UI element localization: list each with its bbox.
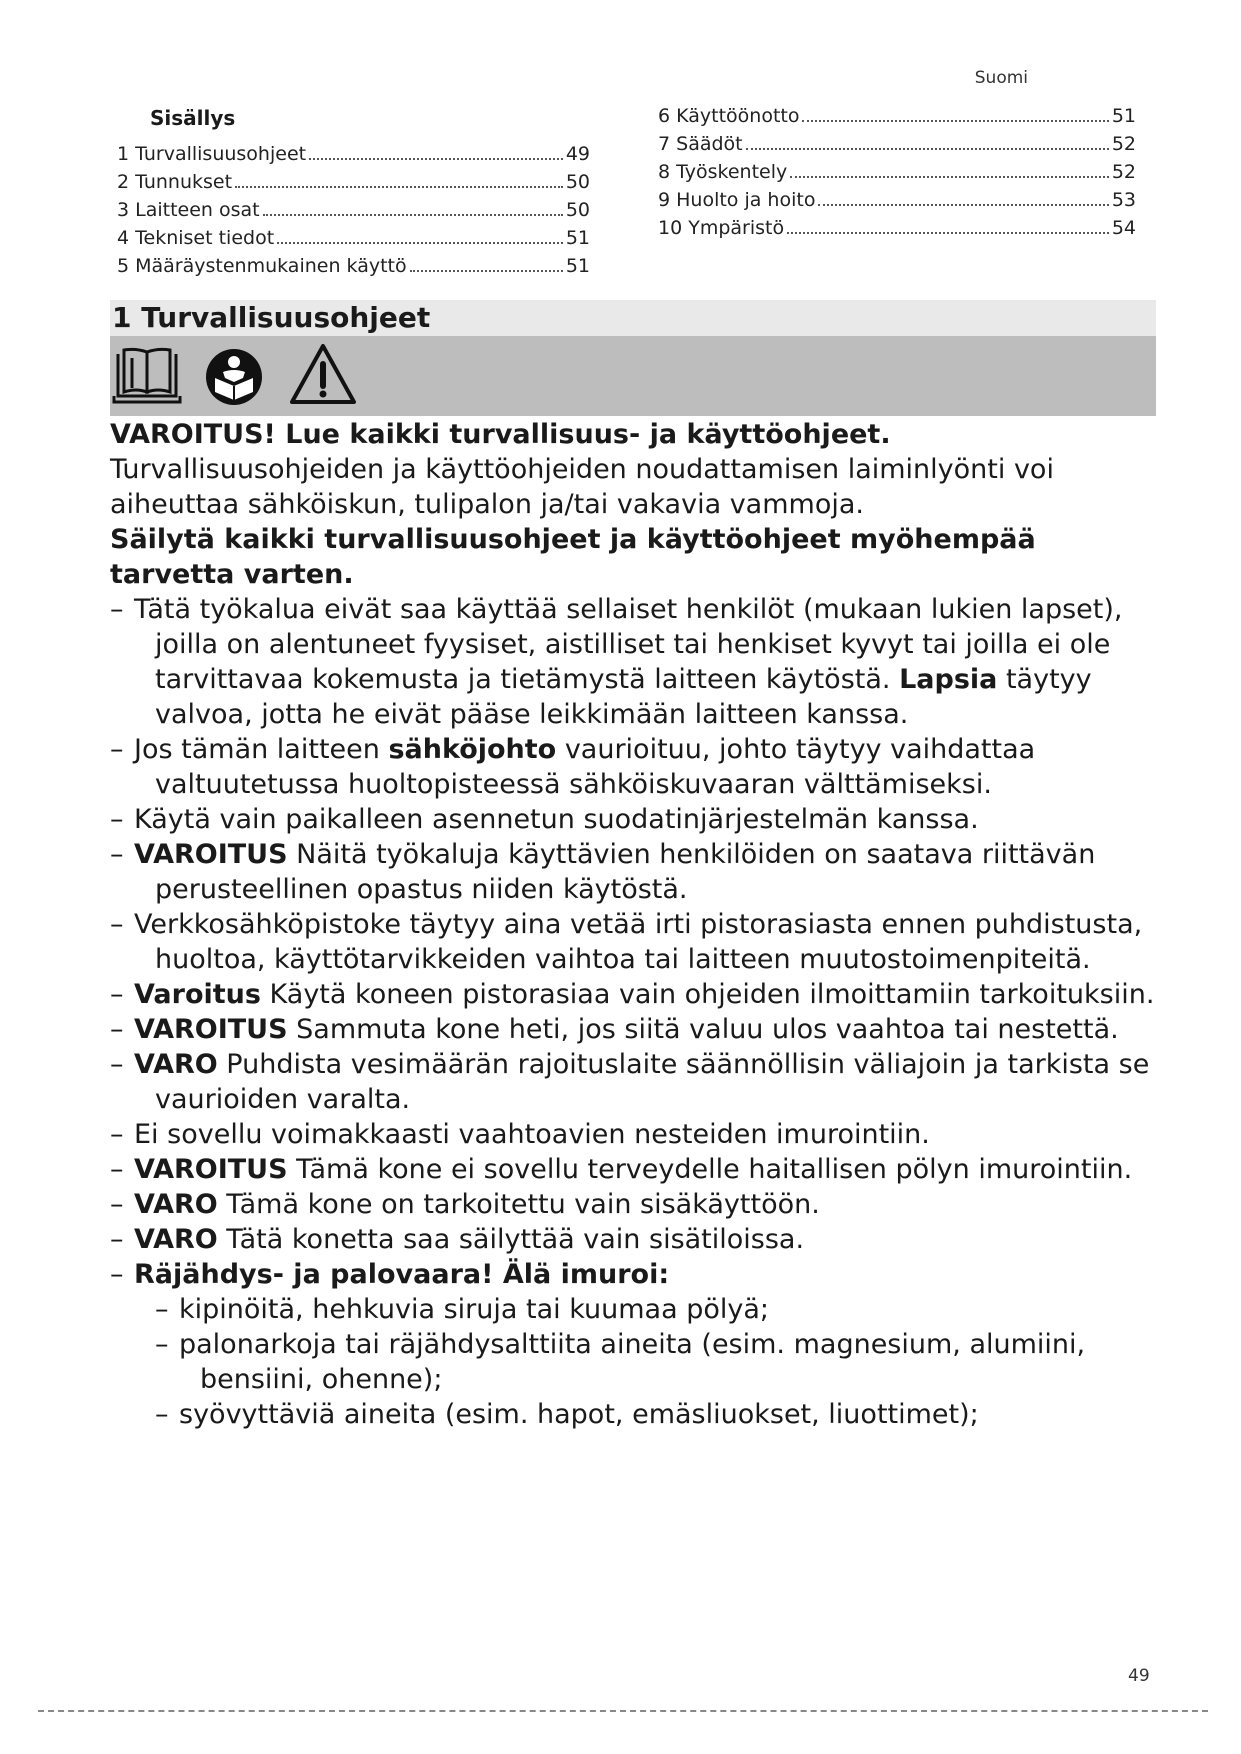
list-item-text: Verkkosähköpistoke täytyy aina vetää irti pistorasiasta ennen puhdistusta, huoltoa, käyttötarvikkeiden vaihtoa tai laitteen muutostoimenpiteitä.: [134, 909, 1143, 975]
toc-left-column: [117, 143, 590, 283]
sub-list-item: – syövyttäviä aineita (esim. hapot, emäsliuokset, liuottimet);: [155, 1399, 979, 1430]
toc-entry-page: 51: [1111, 105, 1136, 127]
list-item-text: vaurioituu, johto täytyy vaihdattaa valtuutetussa huoltopisteessä sähköiskuvaaran välttämiseksi.: [155, 734, 1036, 800]
list-item: – Räjähdys- ja palovaara! Älä imuroi:: [110, 1259, 670, 1290]
toc-leader: [277, 242, 563, 244]
sub-list-item: – palonarkoja tai räjähdysalttiita aineita (esim. magnesium, alumiini, bensiini, ohenne);: [155, 1329, 1086, 1395]
list-item-bold: Lapsia: [899, 664, 998, 695]
toc-entry-page: 49: [565, 143, 590, 165]
toc-entry-page: 53: [1111, 189, 1136, 211]
sub-list-item: – kipinöitä, hehkuvia siruja tai kuumaa pölyä;: [155, 1294, 769, 1325]
list-item-bold: sähköjohto: [388, 734, 557, 765]
page-number: 49: [1128, 1666, 1150, 1686]
list-item-bold: VARO: [134, 1049, 218, 1080]
list-item: – VAROITUS Näitä työkaluja käyttävien henkilöiden on saatava riittävän perusteellinen opastus niiden käytöstä.: [110, 839, 1096, 905]
toc-leader: [309, 158, 563, 160]
toc-entry[interactable]: [658, 161, 1136, 189]
list-item: – Käytä vain paikalleen asennetun suodatinjärjestelmän kanssa.: [110, 804, 979, 835]
toc-right-column: [658, 105, 1136, 245]
safety-instructions: [110, 417, 1160, 1432]
list-item: – VARO Puhdista vesimäärän rajoituslaite säännöllisin väliajoin ja tarkista se vaurioiden varalta.: [110, 1049, 1150, 1115]
list-item-text: Näitä työkaluja käyttävien henkilöiden on saatava riittävän perusteellinen opastus niiden käytöstä.: [155, 839, 1096, 905]
list-item-bold: Varoitus: [134, 979, 261, 1010]
toc-entry[interactable]: [117, 227, 590, 255]
list-item-text: Jos tämän laitteen: [134, 734, 389, 765]
toc-entry[interactable]: [117, 199, 590, 227]
section-title: 1 Turvallisuusohjeet: [112, 301, 431, 334]
toc-leader: [410, 270, 563, 272]
toc-leader: [746, 148, 1109, 150]
toc-entry[interactable]: [658, 217, 1136, 245]
warning-text: Turvallisuusohjeiden ja käyttöohjeiden noudattamisen laiminlyönti voi aiheuttaa sähköiskun, tulipalon ja/tai vakavia vammoja.: [110, 454, 1054, 520]
list-item-bold: VAROITUS: [134, 1014, 288, 1045]
toc-entry-label: 8 Työskentely: [658, 161, 788, 183]
toc-leader: [802, 120, 1108, 122]
toc-entry[interactable]: [117, 255, 590, 283]
keep-instructions: Säilytä kaikki turvallisuusohjeet ja käyttöohjeet myöhempää tarvetta varten.: [110, 524, 1036, 590]
toc-entry-page: 50: [565, 171, 590, 193]
toc-entry[interactable]: [658, 133, 1136, 161]
toc-entry-page: 52: [1111, 161, 1136, 183]
toc-entry-page: 54: [1111, 217, 1136, 239]
list-item: – Verkkosähköpistoke täytyy aina vetää irti pistorasiasta ennen puhdistusta, huoltoa, käyttötarvikkeiden vaihtoa tai laitteen muutostoimenpiteitä.: [110, 909, 1143, 975]
warning-bold: VAROITUS! Lue kaikki turvallisuus- ja käyttöohjeet.: [110, 419, 891, 450]
toc-entry-label: 3 Laitteen osat: [117, 199, 260, 221]
toc-entry-label: 10 Ympäristö: [658, 217, 785, 239]
list-item-bold: VARO: [134, 1224, 218, 1255]
list-item-text: Sammuta kone heti, jos siitä valuu ulos vaahtoa tai nestettä.: [287, 1014, 1119, 1045]
read-manual-icon: [205, 348, 263, 410]
footer-divider: [38, 1710, 1208, 1712]
toc-entry-label: 7 Säädöt: [658, 133, 743, 155]
list-item: – Tätä työkalua eivät saa käyttää sellaiset henkilöt (mukaan lukien lapset), joilla on alentuneet fyysiset, aistilliset tai henkiset kyvyt tai joilla ei ole tarvittavaa kokemusta ja tietämystä laitteen käytöstä. Lapsia täytyy valvoa, jotta he eivät pääse leikkimään laitteen kanssa.: [110, 594, 1123, 730]
list-item: – Ei sovellu voimakkaasti vaahtoavien nesteiden imurointiin.: [110, 1119, 930, 1150]
toc-entry-label: 2 Tunnukset: [117, 171, 233, 193]
list-item-bold: Räjähdys- ja palovaara! Älä imuroi:: [134, 1259, 670, 1290]
toc-entry-label: 4 Tekniset tiedot: [117, 227, 275, 249]
warning-paragraph: [110, 417, 1160, 522]
list-item: – VARO Tämä kone on tarkoitettu vain sisäkäyttöön.: [110, 1189, 820, 1220]
sub-list-item-text: syövyttäviä aineita (esim. hapot, emäsliuokset, liuottimet);: [179, 1399, 979, 1430]
list-item-text: Käytä vain paikalleen asennetun suodatinjärjestelmän kanssa.: [134, 804, 979, 835]
toc-entry-page: 51: [565, 255, 590, 277]
toc-entry-label: 9 Huolto ja hoito: [658, 189, 816, 211]
list-item: – VAROITUS Sammuta kone heti, jos siitä valuu ulos vaahtoa tai nestettä.: [110, 1014, 1119, 1045]
toc-entry[interactable]: [658, 105, 1136, 133]
toc-leader: [787, 232, 1109, 234]
toc-title: Sisällys: [150, 106, 236, 130]
toc-entry-label: 5 Määräystenmukainen käyttö: [117, 255, 407, 277]
toc-entry-page: 52: [1111, 133, 1136, 155]
list-item: – Varoitus Käytä koneen pistorasiaa vain ohjeiden ilmoittamiin tarkoituksiin.: [110, 979, 1155, 1010]
toc-leader: [263, 214, 563, 216]
list-item-text: Käytä koneen pistorasiaa vain ohjeiden ilmoittamiin tarkoituksiin.: [260, 979, 1155, 1010]
toc-entry-page: 50: [565, 199, 590, 221]
list-item-text: täytyy valvoa, jotta he eivät pääse leikkimään laitteen kanssa.: [155, 664, 1092, 730]
list-item-text: Puhdista vesimäärän rajoituslaite säännöllisin väliajoin ja tarkista se vaurioiden varalta.: [155, 1049, 1150, 1115]
toc-entry-label: 1 Turvallisuusohjeet: [117, 143, 307, 165]
toc-entry[interactable]: [117, 171, 590, 199]
toc-leader: [235, 186, 563, 188]
list-item-text: Ei sovellu voimakkaasti vaahtoavien nesteiden imurointiin.: [134, 1119, 930, 1150]
list-item-text: Tätä konetta saa säilyttää vain sisätiloissa.: [217, 1224, 805, 1255]
list-item: – VAROITUS Tämä kone ei sovellu terveydelle haitallisen pölyn imurointiin.: [110, 1154, 1133, 1185]
list-item-bold: VAROITUS: [134, 1154, 288, 1185]
manual-book-icon: [112, 344, 182, 410]
list-item-text: Tämä kone ei sovellu terveydelle haitallisen pölyn imurointiin.: [287, 1154, 1133, 1185]
language-label: Suomi: [974, 68, 1028, 88]
list-item-text: Tätä työkalua eivät saa käyttää sellaiset henkilöt (mukaan lukien lapset), joilla on alentuneet fyysiset, aistilliset tai henkiset kyvyt tai joilla ei ole tarvittavaa kokemusta ja tietämystä laitteen käytöstä.: [134, 594, 1123, 695]
list-item: – Jos tämän laitteen sähköjohto vaurioituu, johto täytyy vaihdattaa valtuutetussa huoltopisteessä sähköiskuvaaran välttämiseksi.: [110, 734, 1036, 800]
list-item: – VARO Tätä konetta saa säilyttää vain sisätiloissa.: [110, 1224, 805, 1255]
toc-entry-page: 51: [565, 227, 590, 249]
toc-entry[interactable]: [658, 189, 1136, 217]
list-item-bold: VAROITUS: [134, 839, 288, 870]
sub-list-item-text: kipinöitä, hehkuvia siruja tai kuumaa pölyä;: [179, 1294, 769, 1325]
toc-leader: [790, 176, 1109, 178]
toc-entry[interactable]: [117, 143, 590, 171]
warning-triangle-icon: [288, 342, 358, 410]
sub-list-item-text: palonarkoja tai räjähdysalttiita aineita (esim. magnesium, alumiini, bensiini, ohenne);: [179, 1329, 1086, 1395]
toc-leader: [818, 204, 1108, 206]
safety-icons-band: [110, 336, 1156, 416]
list-item-text: Tämä kone on tarkoitettu vain sisäkäyttöön.: [217, 1189, 820, 1220]
toc-entry-label: 6 Käyttöönotto: [658, 105, 800, 127]
list-item-bold: VARO: [134, 1189, 218, 1220]
